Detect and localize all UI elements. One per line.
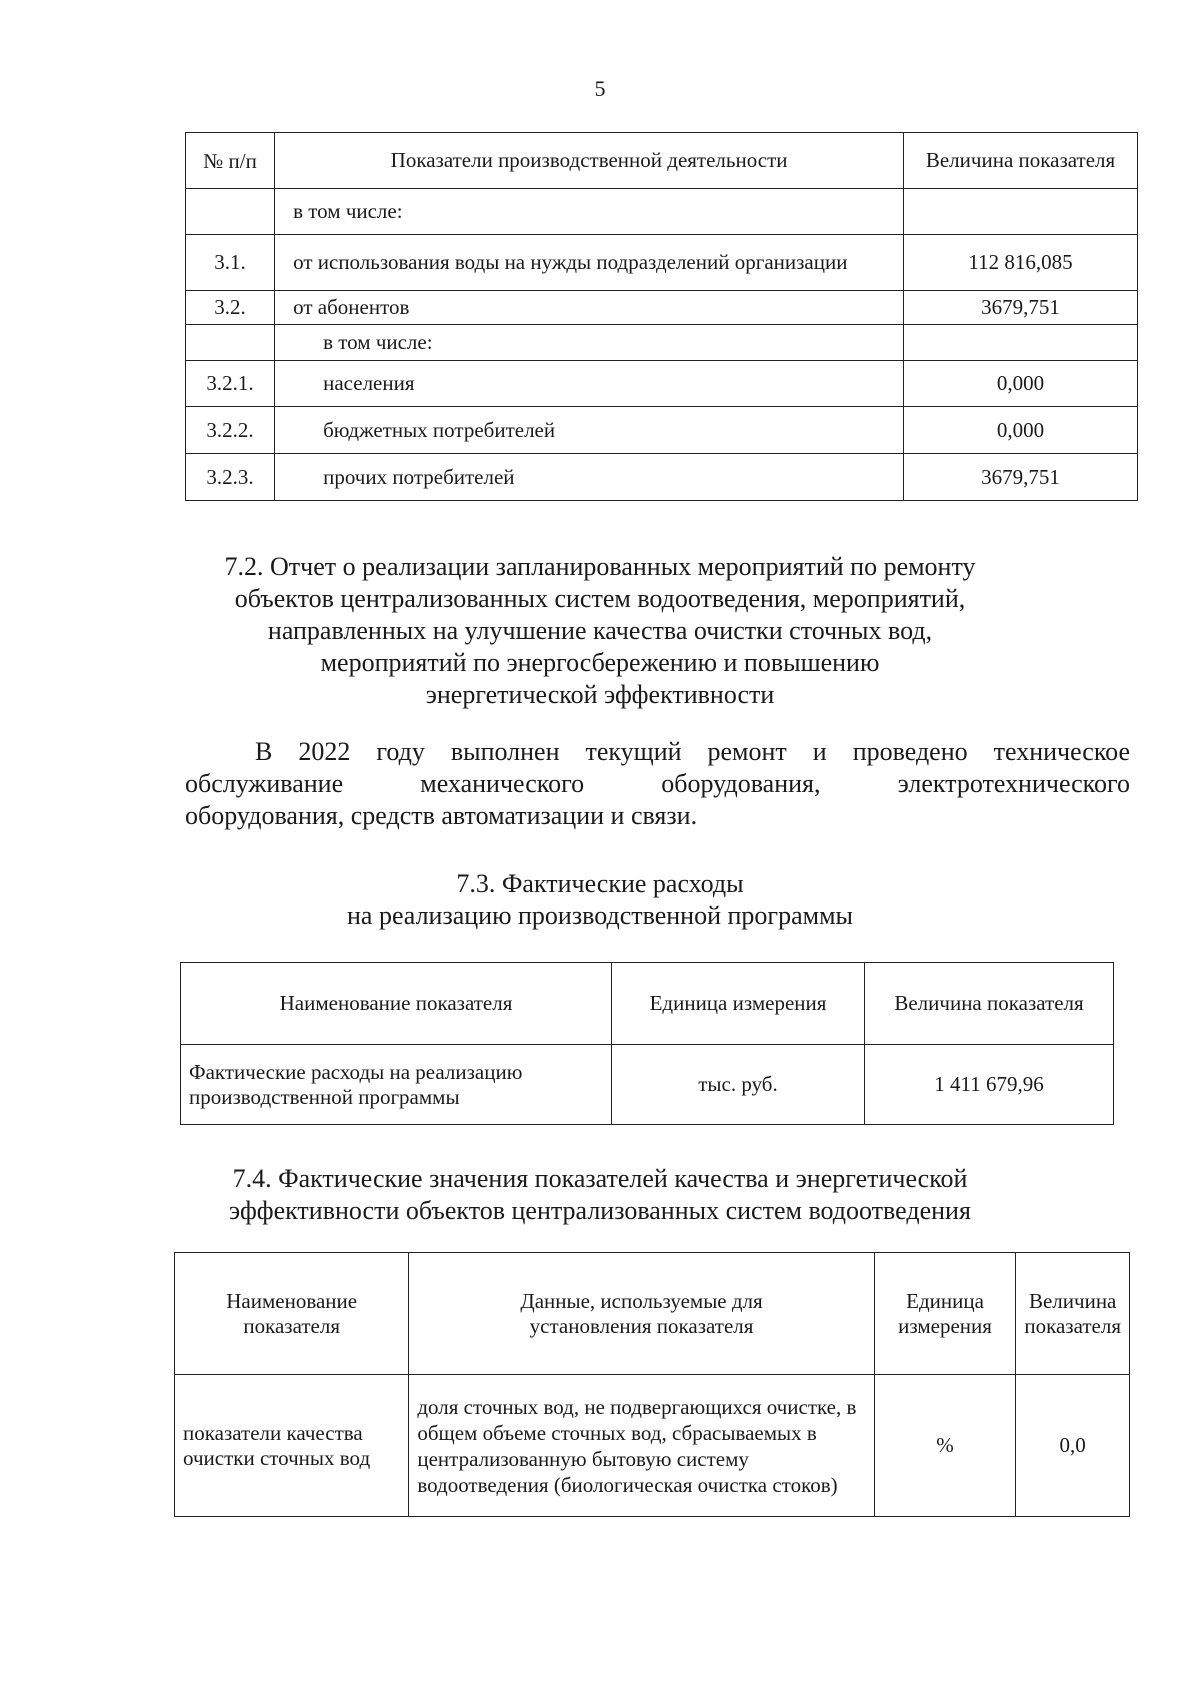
paragraph-line: оборудования, средств автоматизации и связи.: [185, 801, 698, 830]
actual-expenses-table: [180, 962, 1114, 1125]
table-row: [181, 1045, 1114, 1125]
row-label: населения: [275, 361, 904, 407]
table-row: [175, 1375, 1130, 1517]
quality-efficiency-table: [174, 1252, 1130, 1517]
table-header-row: [181, 963, 1114, 1045]
column-header-number: № п/п: [186, 133, 275, 189]
page-number: 5: [594, 76, 606, 101]
table-row: [186, 291, 1138, 325]
table-row: [186, 407, 1138, 454]
row-number: [186, 325, 275, 361]
column-header-indicator: Показатели производственной деятельности: [275, 133, 904, 189]
table-row: [186, 325, 1138, 361]
column-header-value: Величина показателя: [865, 963, 1114, 1045]
section-7-3-heading: [0, 868, 1200, 932]
row-value: [904, 189, 1138, 235]
row-number: 3.2.: [186, 291, 275, 325]
expense-value: 1 411 679,96: [865, 1045, 1114, 1125]
table-header-row: [175, 1253, 1130, 1375]
indicator-name: показатели качества очистки сточных вод: [175, 1375, 409, 1517]
row-number: 3.2.3.: [186, 454, 275, 501]
row-number: [186, 189, 275, 235]
heading-line: направленных на улучшение качества очистки сточных вод,: [267, 616, 933, 645]
row-value: [904, 325, 1138, 361]
indicator-unit: %: [874, 1375, 1016, 1517]
table-row: [186, 361, 1138, 407]
row-label: в том числе:: [275, 189, 904, 235]
paragraph-line: В 2022 году выполнен текущий ремонт и проведено техническое: [255, 737, 1130, 766]
row-number: 3.1.: [186, 235, 275, 291]
row-value: 3679,751: [904, 454, 1138, 501]
row-value: 0,000: [904, 407, 1138, 454]
row-label: от абонентов: [275, 291, 904, 325]
column-header-name: Наименование показателя: [175, 1253, 409, 1375]
heading-line: 7.3. Фактические расходы: [456, 869, 744, 898]
heading-line: энергетической эффективности: [425, 680, 775, 709]
expense-unit: тыс. руб.: [612, 1045, 865, 1125]
indicator-value: 0,0: [1016, 1375, 1130, 1517]
heading-line: объектов централизованных систем водоотведения, мероприятий,: [234, 584, 966, 613]
indicator-data: доля сточных вод, не подвергающихся очистке, в общем объеме сточных вод, сбрасываемых в централизованную бытовую систему водоотведения (биологическая очистка стоков): [409, 1375, 874, 1517]
heading-line: мероприятий по энергосбережению и повышению: [320, 648, 880, 677]
table-row: [186, 454, 1138, 501]
paragraph-line: обслуживание механического оборудования, электротехнического: [185, 769, 1130, 798]
heading-line: 7.2. Отчет о реализации запланированных мероприятий по ремонту: [224, 552, 976, 581]
row-number: 3.2.2.: [186, 407, 275, 454]
section-7-2-paragraph: [185, 736, 1130, 832]
table-header-row: [186, 133, 1138, 189]
section-7-2-heading: [0, 551, 1200, 711]
table-row: [186, 189, 1138, 235]
heading-line: эффективности объектов централизованных систем водоотведения: [229, 1196, 971, 1225]
column-header-value: Величина показателя: [904, 133, 1138, 189]
section-7-4-heading: [0, 1163, 1200, 1227]
row-label: от использования воды на нужды подразделений организации: [275, 235, 904, 291]
table-row: [186, 235, 1138, 291]
expense-name: Фактические расходы на реализацию производственной программы: [181, 1045, 612, 1125]
column-header-unit: Единица измерения: [874, 1253, 1016, 1375]
column-header-value: Величина показателя: [1016, 1253, 1130, 1375]
row-value: 3679,751: [904, 291, 1138, 325]
production-indicators-table: [185, 132, 1138, 501]
column-header-unit: Единица измерения: [612, 963, 865, 1045]
heading-line: на реализацию производственной программы: [346, 901, 853, 930]
row-value: 112 816,085: [904, 235, 1138, 291]
row-value: 0,000: [904, 361, 1138, 407]
row-label: в том числе:: [275, 325, 904, 361]
row-label: бюджетных потребителей: [275, 407, 904, 454]
column-header-data: Данные, используемые для установления показателя: [409, 1253, 874, 1375]
heading-line: 7.4. Фактические значения показателей качества и энергетической: [232, 1164, 968, 1193]
column-header-name: Наименование показателя: [181, 963, 612, 1045]
row-label: прочих потребителей: [275, 454, 904, 501]
row-number: 3.2.1.: [186, 361, 275, 407]
